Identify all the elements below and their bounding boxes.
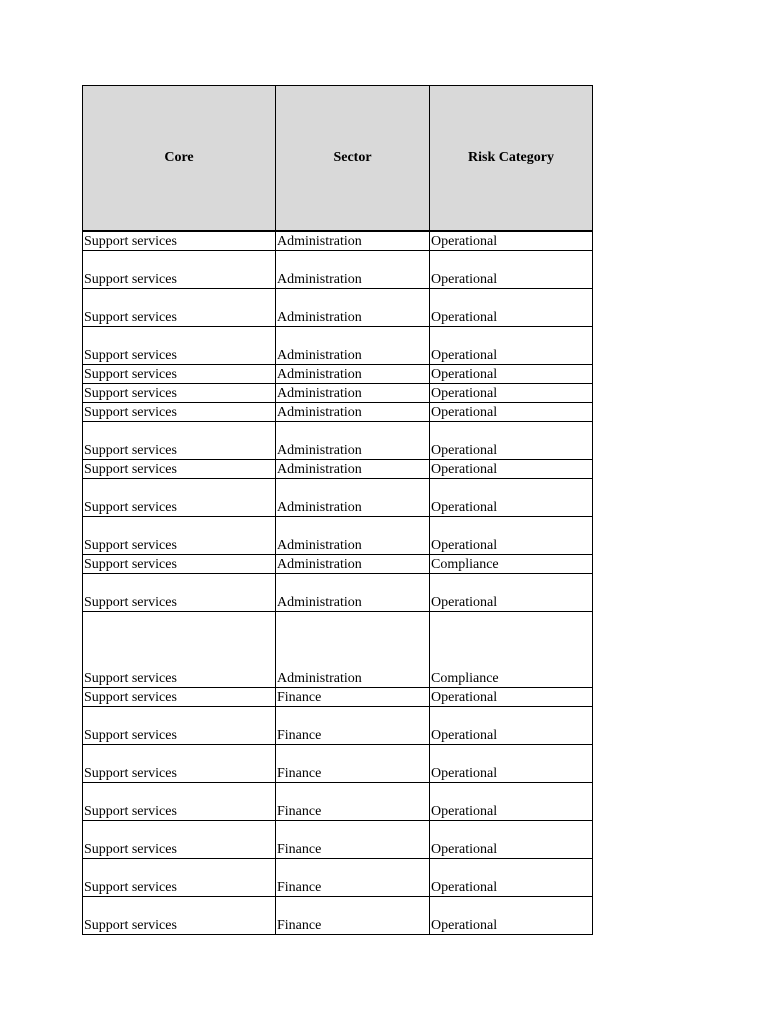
table-row — [83, 859, 593, 897]
cell-risk: Operational — [430, 707, 593, 745]
cell-risk: Operational — [430, 384, 593, 403]
cell-sector: Administration — [276, 251, 430, 289]
table-row — [83, 688, 593, 707]
header-sector: Sector — [276, 86, 430, 232]
cell-sector: Administration — [276, 231, 430, 251]
cell-risk: Operational — [430, 745, 593, 783]
cell-core: Support services — [83, 422, 276, 460]
table-row — [83, 783, 593, 821]
table-row — [83, 707, 593, 745]
cell-core: Support services — [83, 365, 276, 384]
cell-sector: Administration — [276, 460, 430, 479]
cell-core: Support services — [83, 479, 276, 517]
table-row — [83, 251, 593, 289]
cell-sector: Finance — [276, 688, 430, 707]
cell-risk: Operational — [430, 897, 593, 935]
cell-core: Support services — [83, 574, 276, 612]
table-row — [83, 897, 593, 935]
cell-core: Support services — [83, 859, 276, 897]
cell-sector: Finance — [276, 897, 430, 935]
cell-sector: Finance — [276, 783, 430, 821]
cell-sector: Administration — [276, 574, 430, 612]
cell-sector: Administration — [276, 384, 430, 403]
cell-sector: Administration — [276, 555, 430, 574]
cell-core: Support services — [83, 612, 276, 688]
cell-risk: Operational — [430, 231, 593, 251]
cell-sector: Administration — [276, 479, 430, 517]
cell-core: Support services — [83, 403, 276, 422]
cell-core: Support services — [83, 289, 276, 327]
cell-sector: Administration — [276, 612, 430, 688]
header-core: Core — [83, 86, 276, 232]
cell-risk: Compliance — [430, 612, 593, 688]
cell-sector: Finance — [276, 859, 430, 897]
table-row — [83, 403, 593, 422]
cell-core: Support services — [83, 327, 276, 365]
cell-risk: Operational — [430, 688, 593, 707]
table-row — [83, 574, 593, 612]
cell-risk: Operational — [430, 821, 593, 859]
header-row — [83, 86, 593, 232]
cell-risk: Operational — [430, 403, 593, 422]
table-row — [83, 745, 593, 783]
risk-register-table — [82, 85, 593, 935]
header-risk-category: Risk Category — [430, 86, 593, 232]
cell-core: Support services — [83, 460, 276, 479]
cell-risk: Operational — [430, 422, 593, 460]
cell-sector: Administration — [276, 289, 430, 327]
table-row — [83, 479, 593, 517]
cell-sector: Administration — [276, 422, 430, 460]
table-row — [83, 422, 593, 460]
cell-sector: Administration — [276, 517, 430, 555]
table-row — [83, 555, 593, 574]
cell-sector: Administration — [276, 365, 430, 384]
cell-core: Support services — [83, 745, 276, 783]
table-row — [83, 821, 593, 859]
cell-sector: Finance — [276, 707, 430, 745]
cell-core: Support services — [83, 783, 276, 821]
cell-risk: Operational — [430, 783, 593, 821]
cell-core: Support services — [83, 821, 276, 859]
table-row — [83, 612, 593, 688]
cell-sector: Administration — [276, 327, 430, 365]
cell-core: Support services — [83, 688, 276, 707]
cell-sector: Administration — [276, 403, 430, 422]
cell-core: Support services — [83, 251, 276, 289]
cell-risk: Operational — [430, 289, 593, 327]
table-row — [83, 327, 593, 365]
table-row — [83, 460, 593, 479]
table-row — [83, 231, 593, 251]
cell-risk: Operational — [430, 251, 593, 289]
table-row — [83, 517, 593, 555]
cell-risk: Operational — [430, 479, 593, 517]
cell-core: Support services — [83, 707, 276, 745]
table-row — [83, 289, 593, 327]
cell-risk: Operational — [430, 365, 593, 384]
cell-sector: Finance — [276, 821, 430, 859]
cell-core: Support services — [83, 517, 276, 555]
cell-risk: Operational — [430, 460, 593, 479]
cell-core: Support services — [83, 555, 276, 574]
cell-core: Support services — [83, 231, 276, 251]
cell-risk: Compliance — [430, 555, 593, 574]
cell-risk: Operational — [430, 859, 593, 897]
table-row — [83, 365, 593, 384]
cell-risk: Operational — [430, 517, 593, 555]
cell-risk: Operational — [430, 327, 593, 365]
cell-risk: Operational — [430, 574, 593, 612]
cell-sector: Finance — [276, 745, 430, 783]
cell-core: Support services — [83, 897, 276, 935]
cell-core: Support services — [83, 384, 276, 403]
table-row — [83, 384, 593, 403]
